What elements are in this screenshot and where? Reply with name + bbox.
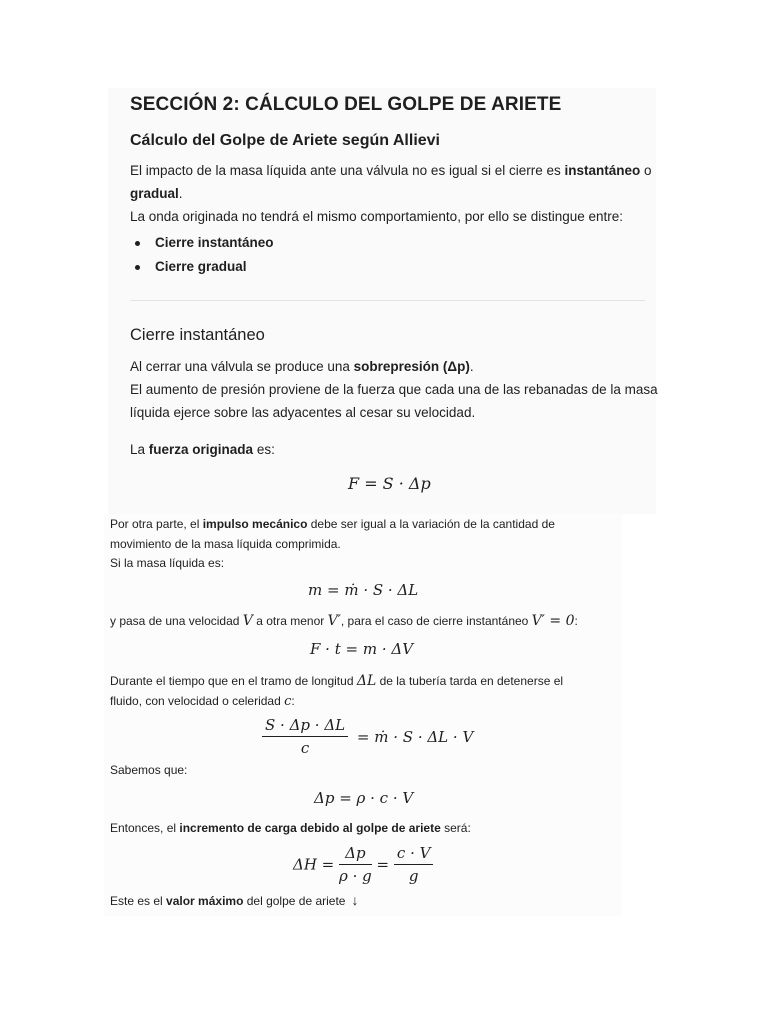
- ent-bold: incremento de carga debido al golpe de ariete: [179, 821, 441, 835]
- equation-rhs: = ṁ · S · ΔL · V: [356, 727, 474, 746]
- equation-fuerza: F = S · Δp: [348, 474, 431, 493]
- para2-line-3: líquida ejerce sobre las adyacentes al cesar su velocidad.: [130, 405, 476, 420]
- fuerza-text: La: [130, 442, 149, 457]
- fraction: [262, 716, 348, 757]
- vel-text: , para el caso de cierre instantáneo: [340, 614, 532, 628]
- intro-bold-instantaneo: instantáneo: [564, 163, 641, 178]
- bottom-line-1: [110, 514, 555, 534]
- velocidad-line: [110, 611, 578, 631]
- para2-text: Al cerrar una válvula se produce una: [130, 359, 354, 374]
- para2-line-1: [130, 356, 474, 378]
- bullet-item-gradual: Cierre gradual: [155, 259, 247, 274]
- vel-text: :: [574, 614, 578, 628]
- equation-deltaH: [293, 844, 433, 885]
- section2-title: Cierre instantáneo: [130, 326, 265, 344]
- final-text: Este es el: [110, 894, 167, 908]
- vel-text: y pasa de una velocidad: [110, 614, 243, 628]
- bottom-line-2: movimiento de la masa líquida comprimida.: [110, 537, 341, 551]
- fraction-numerator: c · V: [394, 844, 434, 865]
- dur-text: Durante el tiempo que en el tramo de longitud: [110, 674, 357, 688]
- var-c: c: [284, 694, 292, 709]
- duracion-line-2: [110, 691, 295, 712]
- intro-text: o: [640, 163, 652, 178]
- entonces-line: [110, 818, 471, 838]
- deltaH-lhs: ΔH =: [293, 855, 335, 874]
- var-deltaL: ΔL: [356, 673, 377, 689]
- fraction-denominator: ρ · g: [339, 867, 372, 885]
- final-text: del golpe de ariete: [243, 894, 346, 908]
- para2-bold-sobrepresion: sobrepresión (Δp): [353, 359, 470, 374]
- var-Vprime: V′: [327, 613, 341, 629]
- ent-text: será:: [440, 821, 471, 835]
- dur-text: fluido, con velocidad o celeridad: [110, 694, 285, 708]
- fuerza-line: [130, 439, 275, 461]
- dur-text: :: [291, 694, 295, 708]
- intro-text: El impacto de la masa líquida ante una válvula no es igual si el cierre es: [130, 163, 565, 178]
- ent-text: Entonces, el: [110, 821, 180, 835]
- equation-fraccion: [262, 716, 473, 757]
- bottom-text: Por otra parte, el: [110, 517, 203, 531]
- fuerza-bold: fuerza originada: [148, 442, 254, 457]
- subtitle: Cálculo del Golpe de Ariete según Allievi: [130, 132, 440, 149]
- para2-line-2: El aumento de presión proviene de la fuerza que cada una de las rebanadas de la masa: [130, 382, 658, 397]
- bottom-bold-impulso: impulso mecánico: [202, 517, 308, 531]
- intro-bold-gradual: gradual: [130, 186, 179, 201]
- fuerza-text: es:: [253, 442, 275, 457]
- bullet-item-instantaneo: Cierre instantáneo: [155, 235, 274, 250]
- equation-masa: m = ṁ · S · ΔL: [308, 581, 419, 599]
- para2-text: .: [469, 359, 474, 374]
- fraction: [394, 844, 434, 885]
- equation-deltap: Δp = ρ · c · V: [314, 789, 414, 807]
- bullet-dot: [135, 265, 140, 270]
- intro-text: .: [178, 186, 183, 201]
- final-bold: valor máximo: [166, 894, 244, 908]
- equation-impulso: F · t = m · ΔV: [310, 640, 414, 658]
- vel-text: a otra menor: [252, 614, 328, 628]
- section-title: SECCIÓN 2: CÁLCULO DEL GOLPE DE ARIETE: [130, 94, 562, 115]
- arrow-down-icon[interactable]: ↓: [351, 892, 359, 908]
- intro-line-2: [130, 183, 183, 205]
- fraction-denominator: c: [300, 739, 310, 757]
- intro-line-3: La onda originada no tendrá el mismo comportamiento, por ello se distingue entre:: [130, 209, 624, 224]
- bottom-text: debe ser igual a la variación de la cantidad de: [307, 517, 555, 531]
- bottom-line-3: Si la masa líquida es:: [110, 556, 225, 570]
- var-Vprime-zero: V′ = 0: [531, 613, 575, 629]
- final-line: [110, 890, 358, 911]
- duracion-line-1: [110, 671, 563, 691]
- var-V: V: [242, 613, 253, 629]
- fraction-numerator: Δp: [339, 844, 372, 865]
- bullet-dot: [135, 241, 140, 246]
- sabemos-line: Sabemos que:: [110, 763, 188, 777]
- equals-sign: =: [376, 855, 390, 874]
- intro-line-1: [130, 160, 652, 182]
- divider: [130, 300, 645, 301]
- fraction-denominator: g: [408, 867, 419, 885]
- fraction: [339, 844, 372, 885]
- dur-text: de la tubería tarda en detenerse el: [376, 674, 564, 688]
- fraction-numerator: S · Δp · ΔL: [262, 716, 348, 737]
